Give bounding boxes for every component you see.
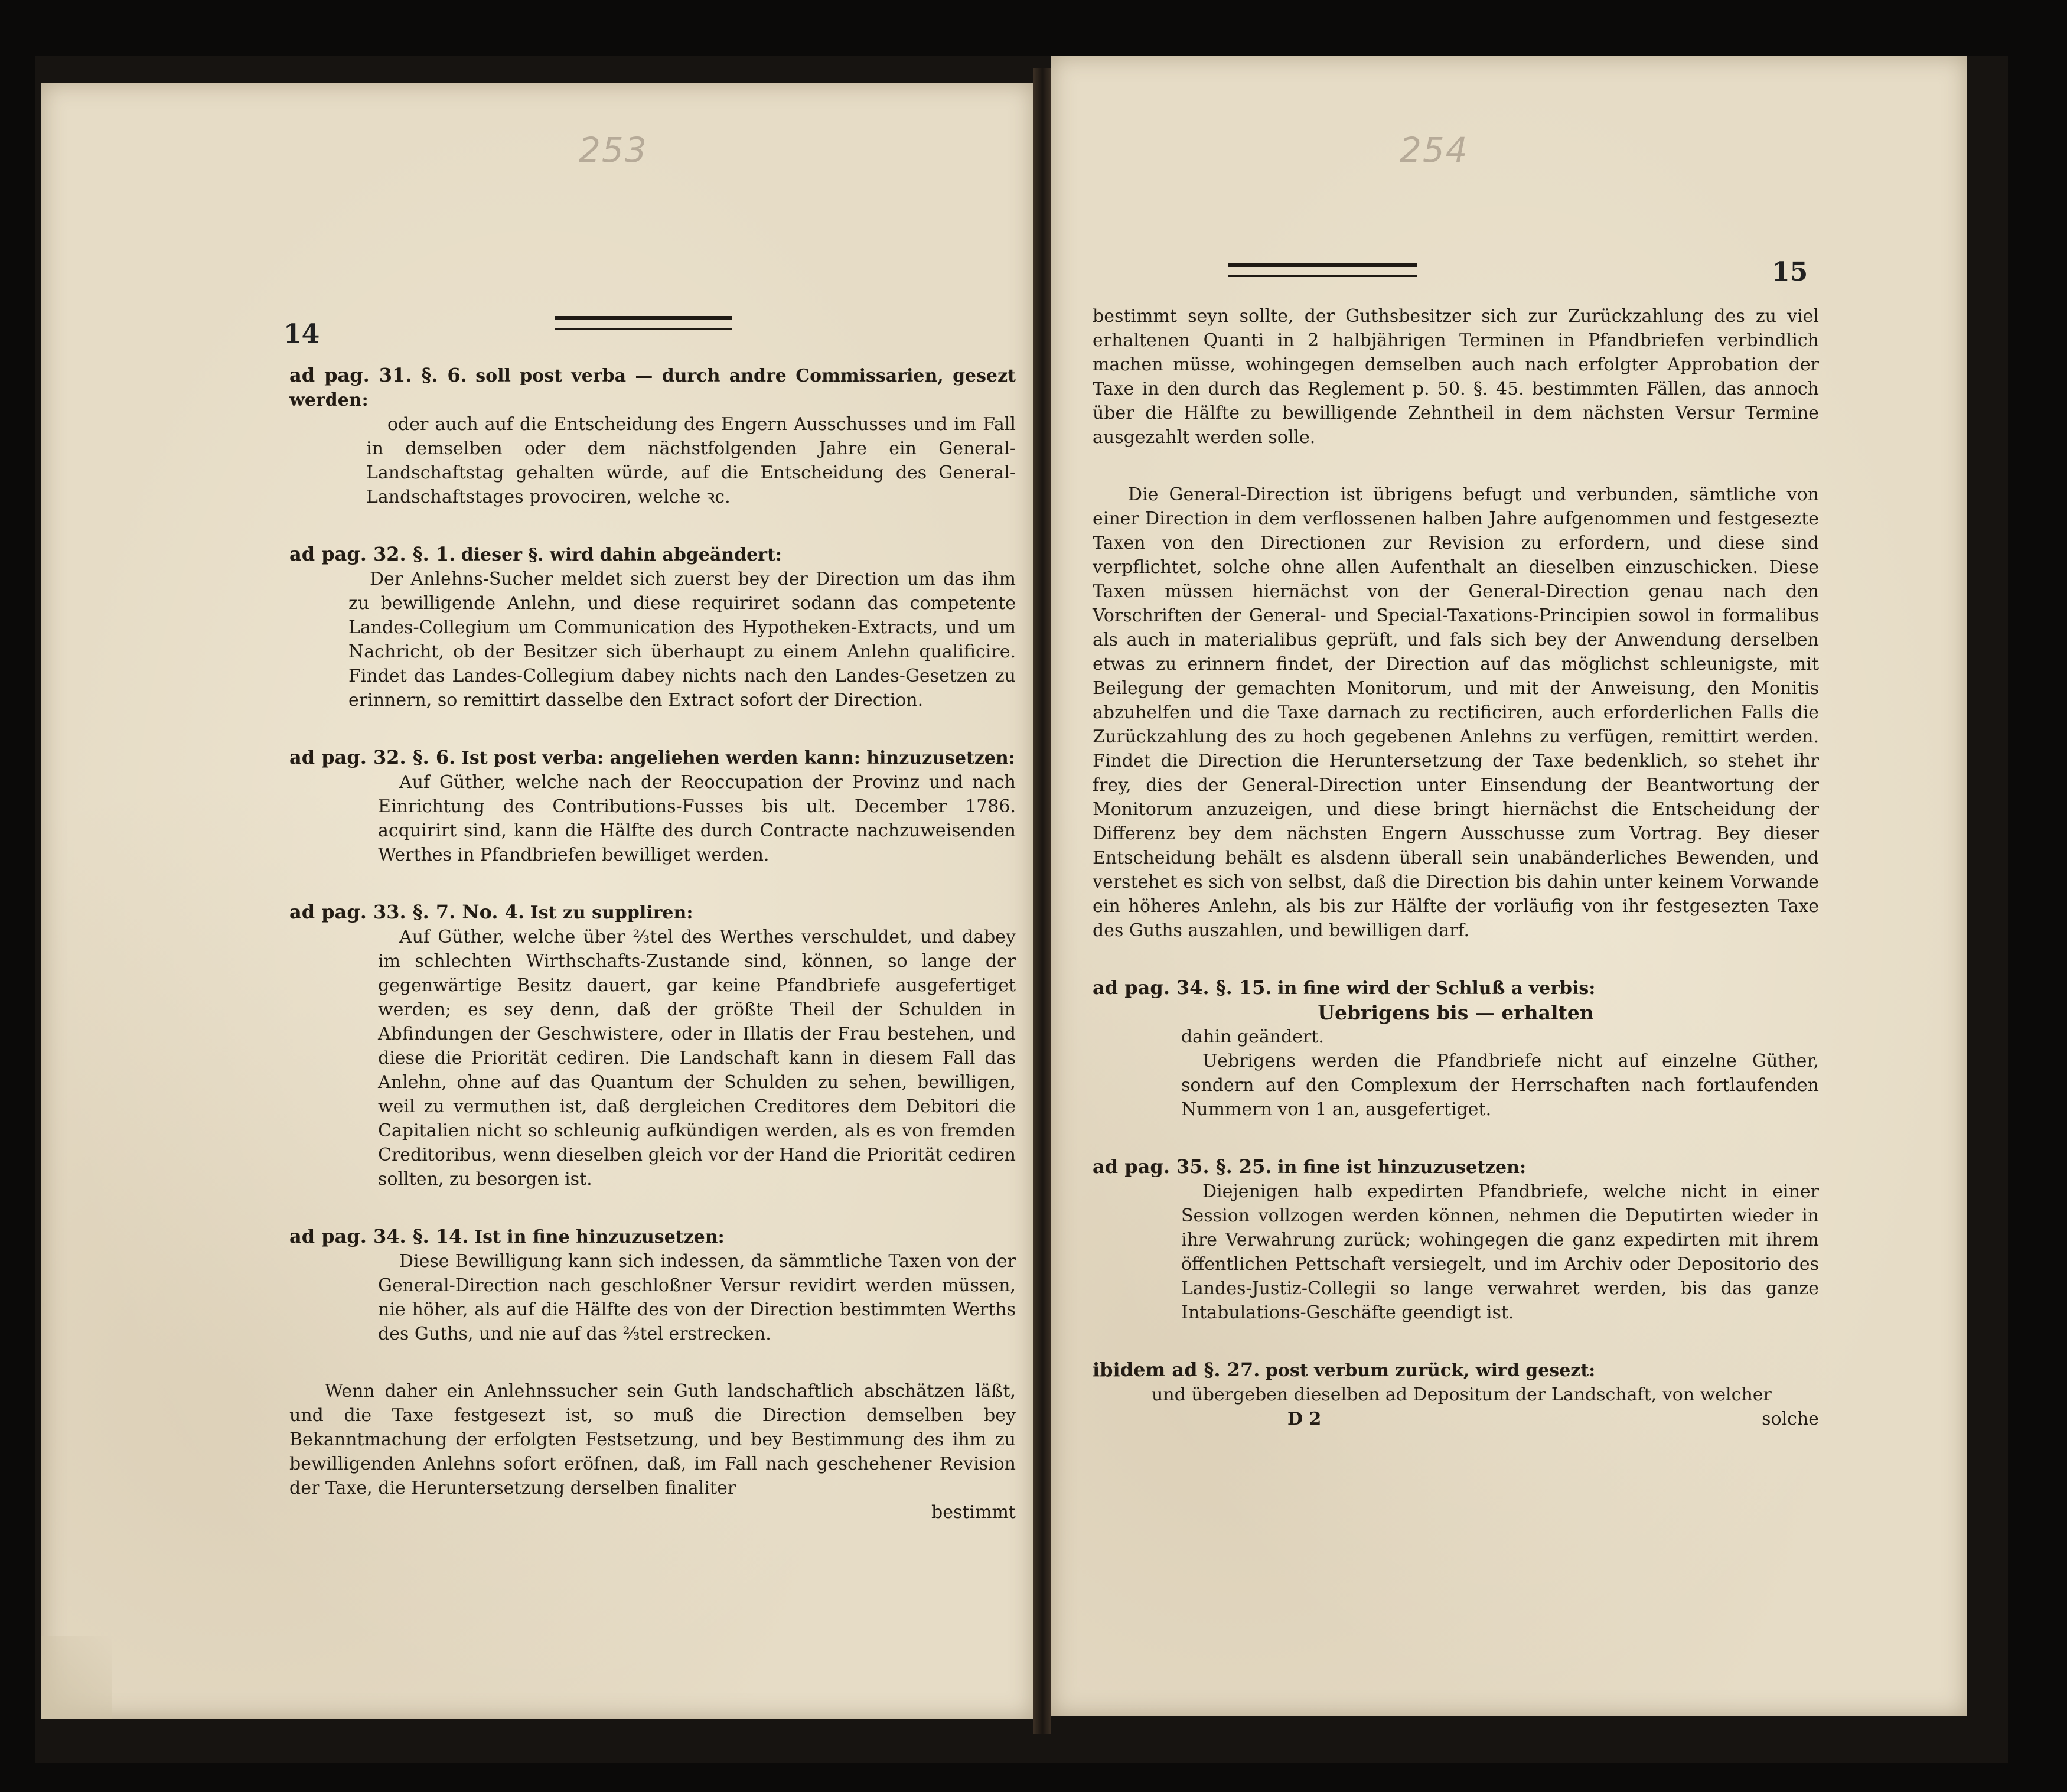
entry-text: Uebrigens werden die Pfandbriefe nicht auf einzelne Güther, sondern auf den Complexum der Herrschaften nach fortlaufenden Nummern von 1 an, ausgefertiget. — [1181, 1051, 1819, 1120]
header-rule-right — [1228, 263, 1417, 277]
entry-34-14 — [289, 1224, 1016, 1346]
handwritten-folio-left: 253 — [579, 130, 648, 170]
entry-title: Uebrigens bis — erhalten — [1318, 1001, 1594, 1024]
handwritten-folio-right: 254 — [1400, 130, 1469, 170]
entry-command: dieser §. wird dahin abgeändert: — [461, 545, 782, 565]
catchword-right: solche — [1762, 1409, 1819, 1429]
entry-ref: ad pag. 33. §. 7. No. 4. — [289, 901, 525, 923]
signature-mark: D 2 — [1287, 1409, 1322, 1429]
general-direction-paragraph: Die General-Direction ist übrigens befugt und verbunden, sämtliche von einer Direction in dem verflossenen halben Jahre aufgenommen und festgesezte Taxen von den Directionen zur Revision zu erfordern, und diese sind verpflichtet, solche ohne allen Aufenthalt an dieselben einzuschicken. Diese Taxen müssen hiernächst von der General-Direction genau nach den Vorschriften der General- und Special-Taxations-Principien sowol in formalibus als auch in materialibus geprüft, und fals sich bey der Anwendung derselben etwas zu erinnern findet, der Direction auf das möglichst schleunigste, mit Beilegung der gemachten Monitorum, und mit der Anweisung, den Monitis abzuhelfen und die Taxe darnach zu rectificiren, auch erforderlichen Falls die Zurückzahlung des zu hoch gegebenen Anlehns zu verfügen, remittirt werden. Findet die Direction die Heruntersetzung der Taxe bedenklich, so stehet ihr frey, dies der General-Direction unter Einsendung der Beantwortung der Monitorum anzuzeigen, und diese bringt hiernächst die Entscheidung der Differenz bey dem nächsten Engern Ausschusse zum Vortrag. Bey dieser Entscheidung behält es alsdenn überall sein unabänderliches Bewenden, und verstehet es sich von selbst, daß die Direction bis dahin unter keinem Vorwande ein höheres Anlehn, als bis zur Hälfte der vorläufig von ihr festgesezten Taxe des Guths auszahlen, und bewilligen darf. — [1093, 484, 1819, 941]
page-number-left: 14 — [283, 319, 320, 349]
entry-ref: ad pag. 35. §. 25. — [1093, 1155, 1272, 1178]
entry-32-1 — [289, 542, 1016, 712]
entry-command: Ist post verba: angeliehen werden kann: hinzuzusetzen: — [461, 748, 1015, 768]
entry-ref: ad pag. 32. §. 6. — [289, 746, 456, 768]
entry-command: post verbum zurück, wird gesezt: — [1265, 1360, 1596, 1381]
entry-text: Diejenigen halb expedirten Pfandbriefe, welche nicht in einer Session vollzogen werden können, nehmen die Deputirten wieder in ihre Verwahrung zurück; wohingegen die ganz expedirten mit ihrem öffentlichen Pettschaft versiegelt, und im Archiv oder Depositorio des Landes-Justiz-Collegii so lange verwahret werden, bis das ganze Intabulations-Geschäfte geendigt ist. — [1181, 1181, 1819, 1323]
entry-ref: ibidem ad §. 27. — [1093, 1358, 1260, 1381]
book-spread — [35, 56, 2008, 1763]
entry-34-15 — [1093, 976, 1819, 1122]
book-gutter — [1034, 68, 1051, 1734]
right-page — [1051, 56, 1967, 1716]
entry-31-6 — [289, 363, 1016, 509]
entry-text: Diese Bewilligung kann sich indessen, da sämmtliche Taxen von der General-Direction nach geschloßner Versur revidirt werden müssen, nie höher, als auf die Hälfte des von der Direction bestimmten Werths des Guths, und nie auf das ⅔tel erstrecken. — [378, 1251, 1016, 1344]
entry-32-6 — [289, 745, 1016, 867]
catchword-left: bestimmt — [931, 1502, 1016, 1523]
entry-command: soll post verba — durch andre Commissarien, gesezt werden: — [289, 366, 1016, 410]
entry-35-25 — [1093, 1155, 1819, 1325]
entry-ref: ad pag. 34. §. 14. — [289, 1225, 469, 1247]
entry-ref: ad pag. 34. §. 15. — [1093, 976, 1272, 999]
entry-lead: dahin geändert. — [1181, 1027, 1324, 1047]
continued-paragraph: bestimmt seyn sollte, der Guthsbesitzer sich zur Zurückzahlung des zu viel erhaltenen Quanti in 2 halbjährigen Terminen in Pfandbriefen verbindlich machen müsse, wohingegen demselben auch nach erfolgter Approbation der Taxe in den durch das Reglement p. 50. §. 45. bestimmten Fällen, das annoch über die Hälfte zu bewilligende Zehntheil in dem nächsten Versur Termine ausgezahlt werden solle. — [1093, 306, 1819, 448]
entry-ref: ad pag. 32. §. 1. — [289, 543, 456, 565]
entry-text: Der Anlehns-Sucher meldet sich zuerst bey der Direction um das ihm zu bewilligende Anlehn, und diese requiriret sodann das competente Landes-Collegium um Communication des Hypotheken-Extracts, und um Nachricht, ob der Besitzer sich überhaupt zu einem Anlehn qualificire. Findet das Landes-Collegium dabey nichts nach den Landes-Gesetzen zu erinnern, so remittirt dasselbe den Extract sofort der Direction. — [348, 569, 1016, 711]
left-page — [41, 83, 1034, 1719]
entry-text: und übergeben dieselben ad Depositum der Landschaft, von welcher — [1152, 1384, 1772, 1405]
entry-33-7 — [289, 900, 1016, 1191]
right-text-column — [1093, 304, 1819, 1431]
entry-text: oder auch auf die Entscheidung des Engern Ausschusses und im Fall in demselben oder dem nächstfolgenden Jahre ein General-Landschaftstag gehalten würde, auf die Entscheidung des General-Landschaftstages provociren, welche ꝛc. — [366, 414, 1016, 507]
entry-command: Ist in fine hinzuzusetzen: — [474, 1227, 725, 1247]
left-text-column — [289, 363, 1016, 1524]
entry-text: Auf Güther, welche über ⅔tel des Werthes verschuldet, und dabey im schlechten Wirthschafts-Zustande sind, können, so lange der gegenwärtige Besitz dauert, gar keine Pfandbriefe ausgefertiget werden; es sey denn, daß der größte Theil der Schulden in Abfindungen der Geschwistere, oder in Illatis der Frau bestehen, und diese die Priorität cediren. Die Landschaft kann in diesem Fall das Anlehn, ohne auf das Quantum der Schulden zu sehen, bewilligen, weil zu vermuthen ist, daß dergleichen Creditores dem Debitori die Capitalien nicht so schleunig aufkündigen werden, als es von fremden Creditoribus, wenn dieselben gleich vor der Hand die Priorität cediren sollten, zu besorgen ist. — [378, 927, 1016, 1190]
closing-paragraph-left: Wenn daher ein Anlehnssucher sein Guth landschaftlich abschätzen läßt, und die Taxe festgesezt ist, so muß die Direction demselben bey Bekanntmachung der erfolgten Festsetzung, und bey Bestimmung des ihm zu bewilligenden Anlehns sofort eröfnen, daß, im Fall nach geschehener Revision der Taxe, die Heruntersetzung derselben finaliter — [289, 1381, 1016, 1498]
entry-ibidem-27 — [1093, 1358, 1819, 1431]
header-rule-left — [555, 316, 732, 330]
entry-text: Auf Güther, welche nach der Reoccupation der Provinz und nach Einrichtung des Contributions-Fusses bis ult. December 1786. acquirirt sind, kann die Hälfte des durch Contracte nachzuweisenden Werthes in Pfandbriefen bewilliget werden. — [378, 772, 1016, 865]
page-footer-right — [1093, 1407, 1819, 1431]
entry-ref: ad pag. 31. §. 6. — [289, 364, 467, 386]
entry-command: in fine ist hinzuzusetzen: — [1277, 1157, 1527, 1178]
page-corner-wear — [41, 1636, 112, 1719]
page-number-right: 15 — [1772, 257, 1808, 287]
entry-command: in fine wird der Schluß a verbis: — [1277, 978, 1596, 999]
entry-command: Ist zu suppliren: — [530, 902, 693, 923]
